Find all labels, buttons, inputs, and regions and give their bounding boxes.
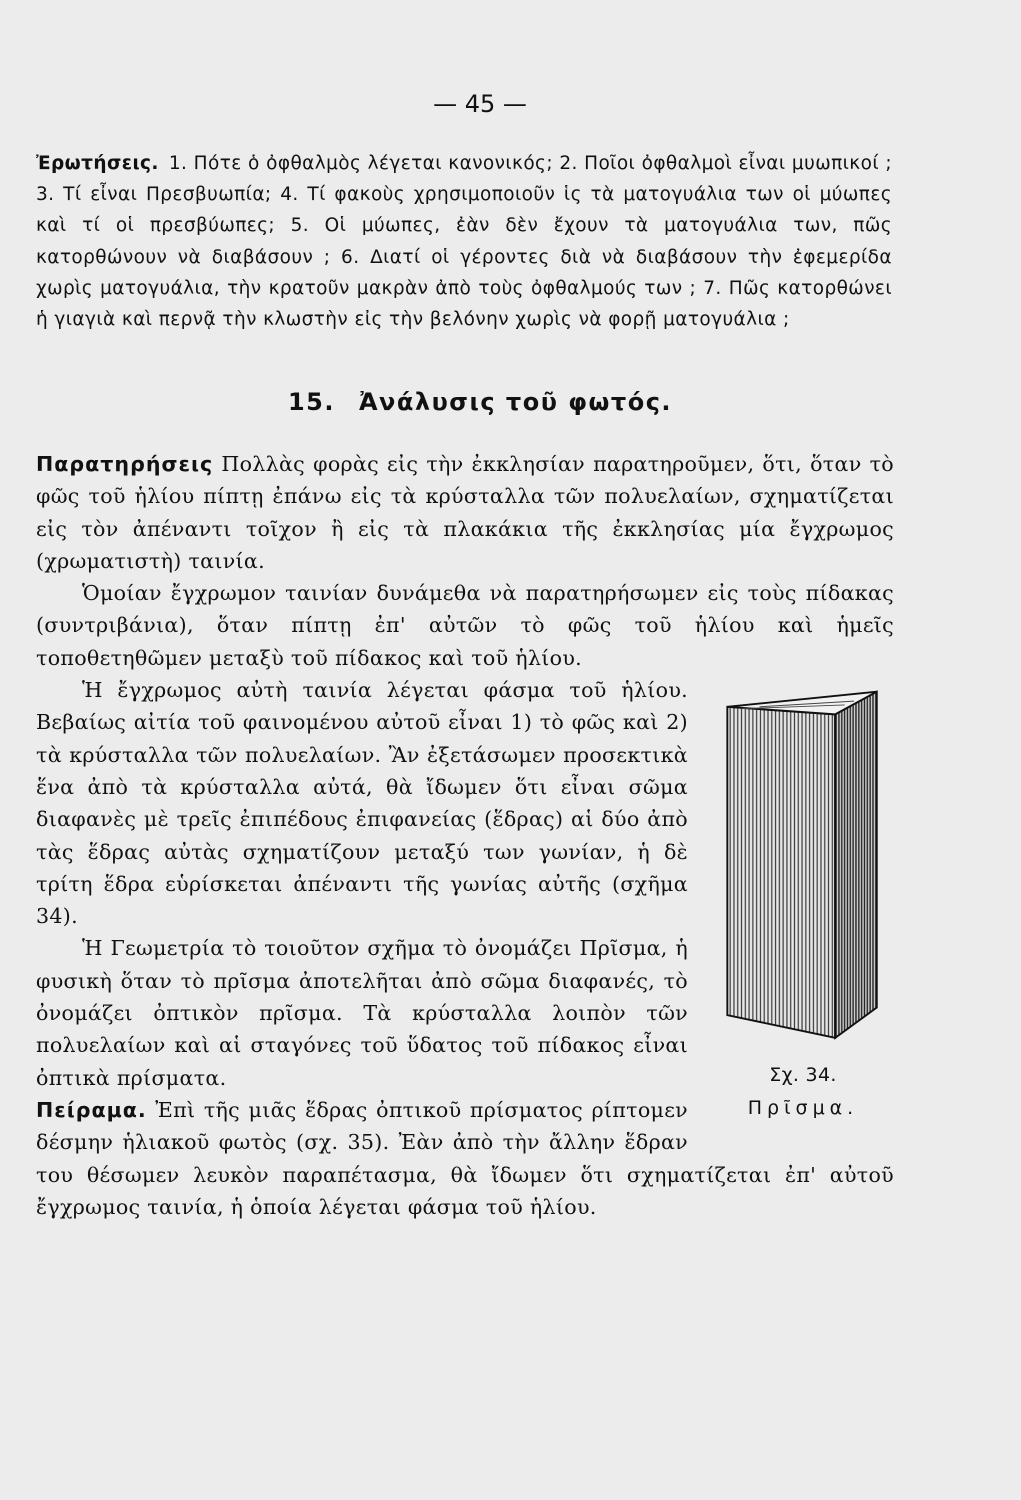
observations-label: Παρατηρήσεις — [36, 452, 214, 476]
section-heading — [0, 388, 960, 416]
observations-paragraph-3: Ἡ ἔγχρωμος αὐτὴ ταινία λέγεται φάσμα τοῦ ἡλίου. Βεβαίως αἰτία τοῦ φαινομένου αὐτοῦ εἶναι 1) τὸ φῶς καὶ 2) τὰ κρύσταλλα τῶν πολυελαίων. Ἂν ἐξετάσωμεν προσεκτικὰ ἕνα ἀπὸ τὰ κρύσταλλα αὐτά, θὰ ἴδωμεν ὅτι εἶναι σῶμα διαφανὲς μὲ τρεῖς ἐπιπέδους ἐπιφανείας (ἕδρας) αἱ δύο ἀπὸ τὰς ἕδρας αὐτὰς σχηματίζουν μεταξύ των γωνίαν, ἡ δὲ τρίτη ἕδρα εὑρίσκεται ἀπέναντι τῆς γωνίας αὐτῆς (σχῆμα 34). — [36, 678, 688, 929]
figure-number: Σχ. 34. — [769, 1064, 837, 1087]
experiment-label: Πείραμα. — [36, 1097, 147, 1122]
questions-text: 1. Πότε ὁ ὀφθαλμὸς λέγεται κανονικός; 2. Ποῖοι ὀφθαλμοὶ εἶναι μυωπικοί ; 3. Τί εἶναι Πρεσβυωπία; 4. Τί φακοὺς χρησιμοποιοῦν ἱς τὰ ματογυάλια των οἱ μύωπες καὶ τί οἱ πρεσβύωπες; 5. Οἱ μύωπες, ἐὰν δὲν ἔχουν τὰ ματογυάλια των, πῶς κατορθώνουν νὰ διαβάσουν ; 6. Διατί οἱ γέροντες διὰ νὰ διαβάσουν τὴν ἐφεμερίδα χωρὶς ματογυάλια, τὴν κρατοῦν μακρὰν ἀπὸ τοὺς ὀφθαλμούς των ; 7. Πῶς κατορθώνει ἡ γιαγιὰ καὶ περνᾷ τὴν κλωστὴν εἰς τὴν βελόνην χωρὶς νὰ φορῇ ματογυάλια ; — [36, 153, 892, 331]
observations-paragraph-2: Ὁμοίαν ἔγχρωμον ταινίαν δυνάμεθα νὰ παρατηρήσωμεν εἰς τοὺς πίδακας (συντριβάνια), ὅταν πίπτῃ ἐπ' αὐτῶν τὸ φῶς τοῦ ἡλίου καὶ ἡμεῖς τοποθετηθῶμεν μεταξὺ τοῦ πίδακος καὶ τοῦ ἡλίου. — [36, 581, 894, 670]
questions-label: Ἐρωτήσεις. — [36, 153, 159, 174]
observations-p1-text: Πολλὰς φορὰς εἰς τὴν ἐκκλησίαν παρατηροῦμεν, ὅτι, ὅταν τὸ φῶς τοῦ ἡλίου πίπτῃ ἐπάνω εἰς τὰ κρύσταλλα τῶν πολυελαίων, σχηματίζεται εἰς τὸν ἀπέναντι τοῖχον ἢ εἰς τὰ πλακάκια τῆς ἐκκλησίας μία ἔγχρωμος (χρωματιστὴ) ταινία. — [36, 452, 894, 573]
figure-caption: Πρῖσμα. — [747, 1096, 859, 1119]
section-title: Ἀνάλυσις τοῦ φωτός. — [358, 388, 673, 416]
experiment-text: Ἐπὶ τῆς μιᾶς ἕδρας ὀπτικοῦ πρίσματος ρίπτομεν δέσμην ἡλιακοῦ φωτὸς (σχ. 35). Ἐὰν ἀπὸ τὴν ἄλλην ἕδραν του θέσωμεν λευκὸν παραπέτασμα, θὰ ἴδωμεν ὅτι σχηματίζεται ἐπ' αὐτοῦ ἔγχρωμος ταινία, ἡ ὁποία λέγεται φάσμα τοῦ ἡλίου. — [36, 1097, 894, 1219]
section-number: 15. — [287, 388, 335, 416]
prism-illustration — [717, 686, 889, 1045]
prism-figure — [712, 686, 894, 1124]
observations-paragraph-1 — [36, 448, 894, 577]
page-number: — 45 — — [433, 90, 527, 118]
observations-paragraph-4: Ἡ Γεωμετρία τὸ τοιοῦτον σχῆμα τὸ ὀνομάζει Πρῖσμα, ἡ φυσικὴ ὅταν τὸ πρῖσμα ἀποτελῆται ἀπὸ σῶμα διαφανές, τὸ ὀνομάζει ὀπτικὸν πρῖσμα. Τὰ κρύσταλλα λοιπὸν τῶν πολυελαίων καὶ αἱ σταγόνες τοῦ ὕδατος τοῦ πίδακος εἶναι ὀπτικὰ πρίσματα. — [36, 936, 688, 1090]
review-questions — [36, 148, 892, 335]
main-text — [36, 448, 894, 1223]
